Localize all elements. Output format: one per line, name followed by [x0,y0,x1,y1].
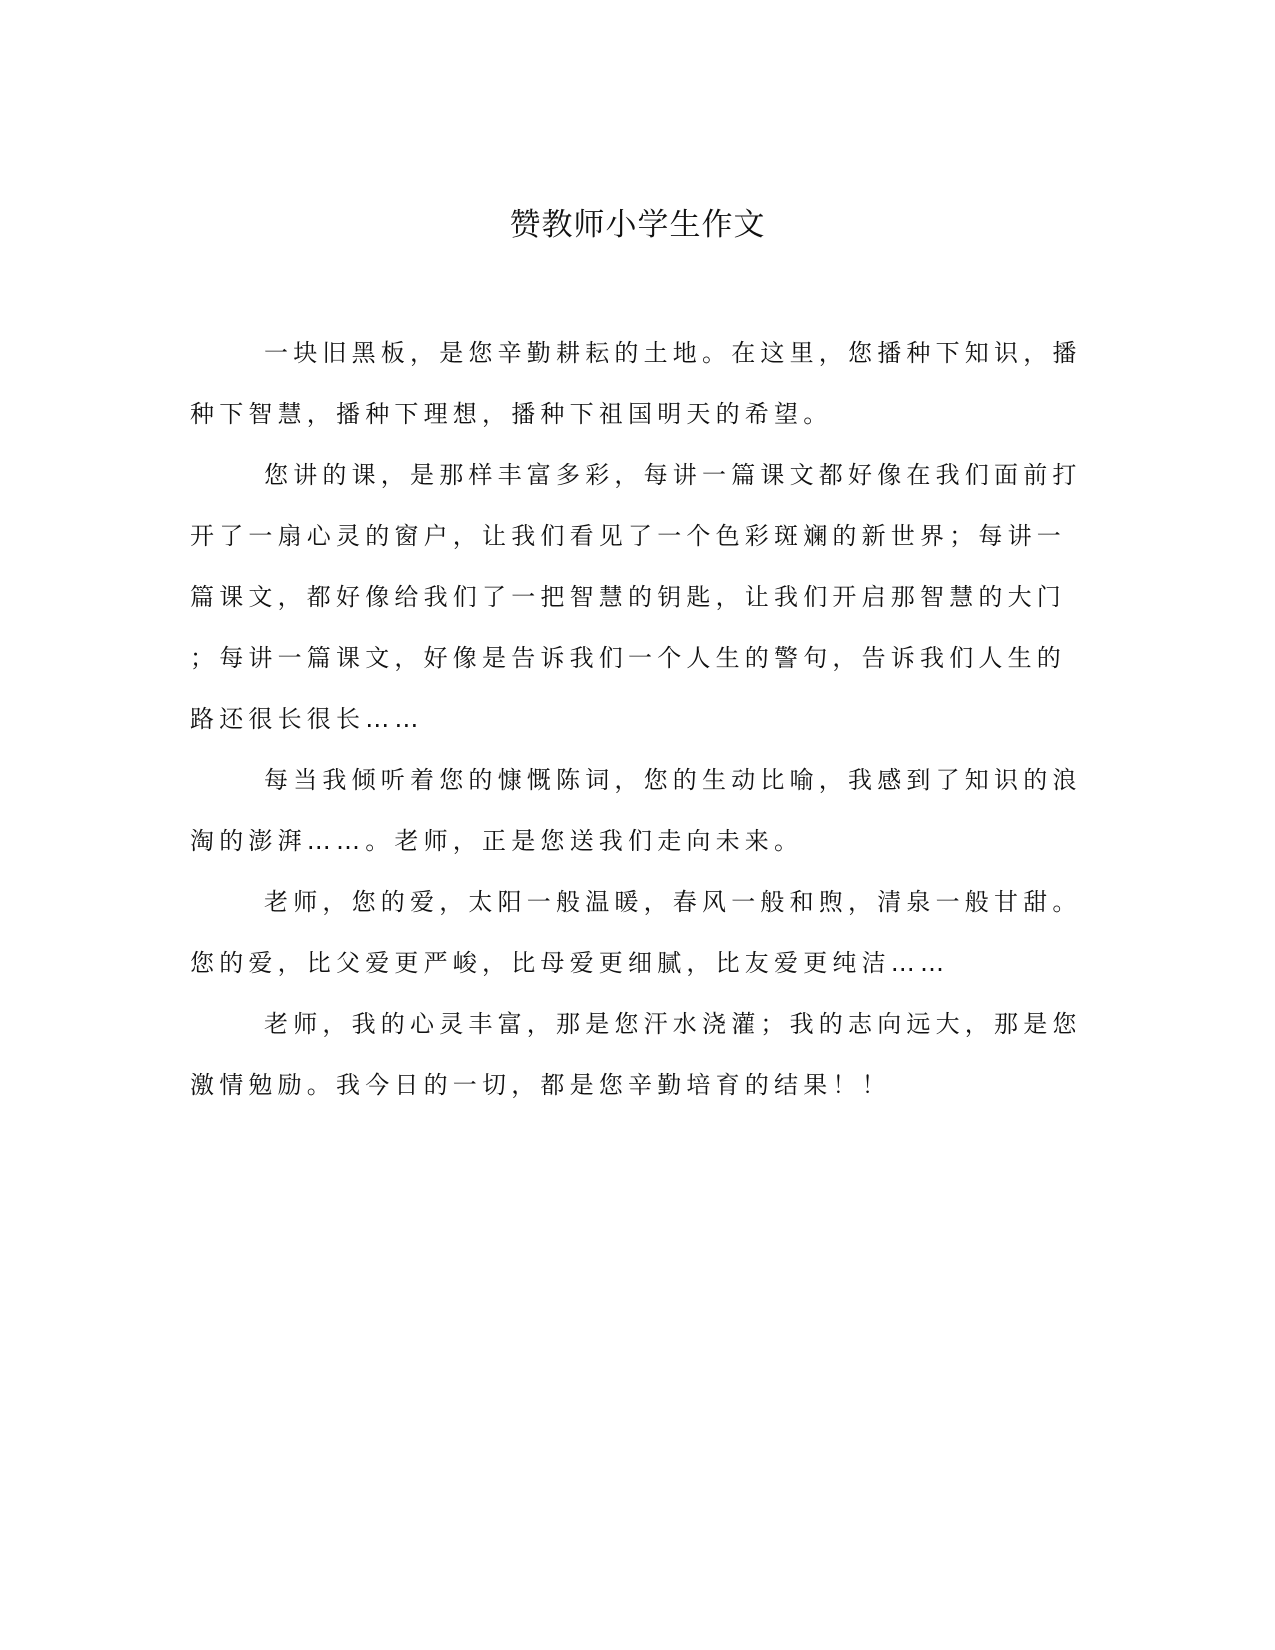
paragraph-line: 篇课文，都好像给我们了一把智慧的钥匙，让我们开启那智慧的大门 [190,583,1066,611]
paragraph-line: 一块旧黑板，是您辛勤耕耘的土地。在这里，您播种下知识，播 [264,339,1082,367]
paragraph-line: 老师，您的爱，太阳一般温暖，春风一般和煦，清泉一般甘甜。 [264,888,1082,916]
paragraph-line: 每当我倾听着您的慷慨陈词，您的生动比喻，我感到了知识的浪 [264,766,1082,794]
paragraph-2 [190,445,1085,750]
paragraph-line: 种下智慧，播种下理想，播种下祖国明天的希望。 [190,400,833,428]
paragraph-line: 老师，我的心灵丰富，那是您汗水浇灌；我的志向远大，那是您 [264,1010,1082,1038]
document-body [190,323,1085,1116]
paragraph-line: 开了一扇心灵的窗户，让我们看见了一个色彩斑斓的新世界；每讲一 [190,522,1066,550]
paragraph-line: 淘的澎湃……。老师，正是您送我们走向未来。 [190,827,804,855]
paragraph-1 [190,323,1085,445]
document-title: 赞教师小学生作文 [509,207,766,243]
paragraph-line: 您讲的课，是那样丰富多彩，每讲一篇课文都好像在我们面前打 [264,461,1082,489]
paragraph-line: 激情勉励。我今日的一切，都是您辛勤培育的结果！！ [190,1071,891,1099]
paragraph-line: 路还很长很长…… [190,705,424,733]
paragraph-5 [190,994,1085,1116]
paragraph-line: 您的爱，比父爱更严峻，比母爱更细腻，比友爱更纯洁…… [190,949,950,977]
paragraph-4 [190,872,1085,994]
paragraph-line: ；每讲一篇课文，好像是告诉我们一个人生的警句，告诉我们人生的 [190,644,1066,672]
paragraph-3 [190,750,1085,872]
